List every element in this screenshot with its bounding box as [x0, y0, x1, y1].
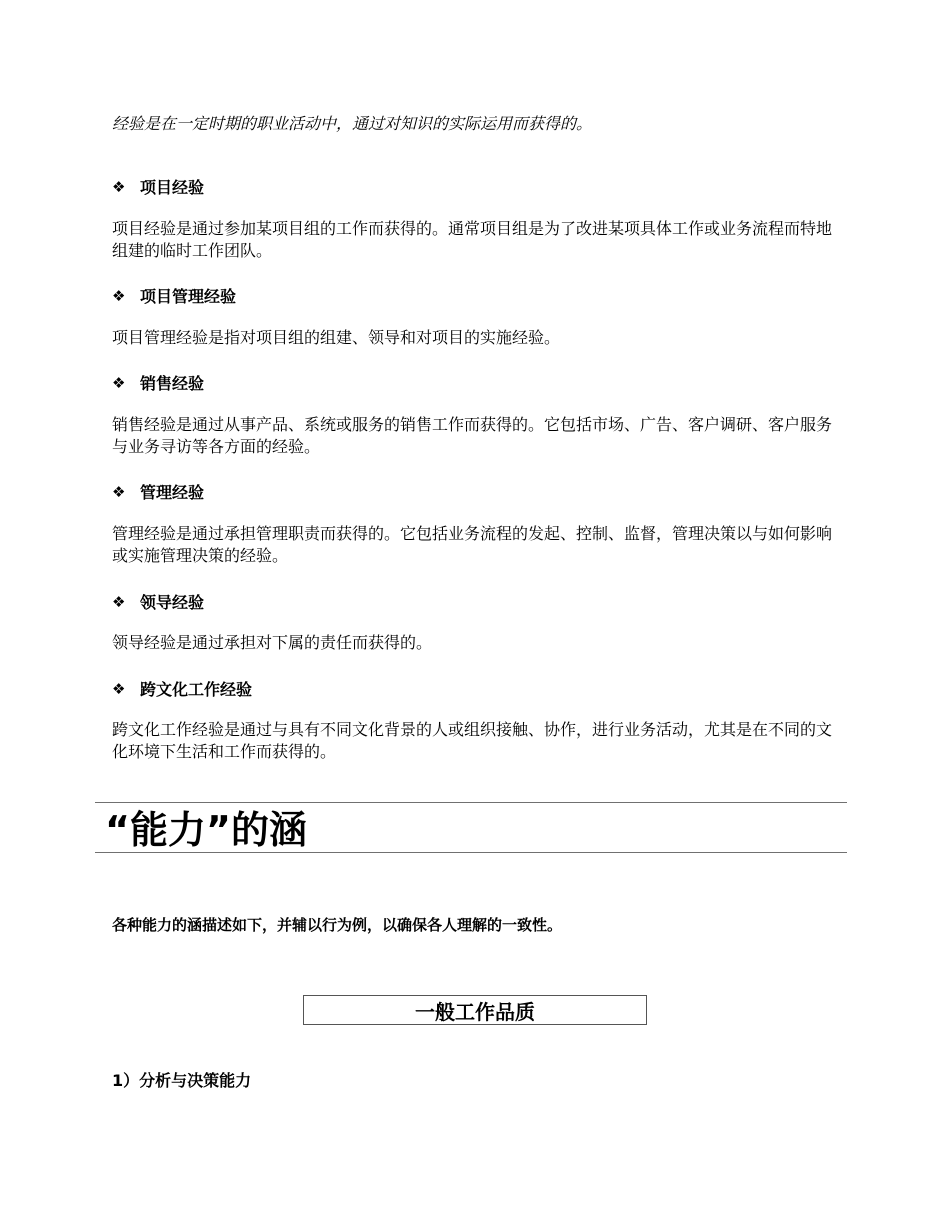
section-body-cross-cultural: 跨文化工作经验是通过与具有不同文化背景的人或组织接触、协作，进行业务活动，尤其是在不同的文化环境下生活和工作而获得的。 [112, 720, 833, 761]
section-heading-label: 跨文化工作经验 [140, 680, 253, 699]
chapter-rule-top [95, 802, 847, 803]
diamond-bullet-icon: ❖ [112, 177, 126, 196]
section-heading-label: 项目经验 [140, 178, 205, 197]
chapter-rule-bottom [95, 852, 847, 853]
section-heading-label: 销售经验 [140, 374, 205, 393]
diamond-bullet-icon: ❖ [112, 592, 126, 611]
section-body-project-management: 项目管理经验是指对项目组的组建、领导和对项目的实施经验。 [112, 328, 561, 347]
section-heading-cross-cultural [112, 677, 252, 700]
section-heading-project-management [112, 284, 236, 307]
section-heading-management [112, 480, 204, 503]
section-heading-label: 领导经验 [140, 593, 205, 612]
section-heading-leadership [112, 590, 204, 613]
boxed-section-title: 一般工作品质 [303, 995, 647, 1025]
item-heading: 1）分析与决策能力 [112, 1071, 252, 1090]
diamond-bullet-icon: ❖ [112, 373, 126, 392]
chapter-title: “能力”的涵 [105, 808, 307, 852]
section-body-management: 管理经验是通过承担管理职责而获得的。它包括业务流程的发起、控制、监督，管理决策以与如何影响或实施管理决策的经验。 [112, 524, 833, 565]
section-heading-label: 项目管理经验 [140, 287, 237, 306]
intro-text: 经验是在一定时期的职业活动中，通过对知识的实际运用而获得的。 [112, 114, 593, 133]
section-body-sales: 销售经验是通过从事产品、系统或服务的销售工作而获得的。它包括市场、广告、客户调研、客户服务与业务寻访等各方面的经验。 [112, 415, 833, 456]
section-body-project: 项目经验是通过参加某项目组的工作而获得的。通常项目组是为了改进某项具体工作或业务流程而特地组建的临时工作团队。 [112, 219, 833, 260]
diamond-bullet-icon: ❖ [112, 679, 126, 698]
diamond-bullet-icon: ❖ [112, 286, 126, 305]
section-body-leadership: 领导经验是通过承担对下属的责任而获得的。 [112, 633, 433, 652]
diamond-bullet-icon: ❖ [112, 482, 126, 501]
section-heading-sales [112, 371, 204, 394]
summary-text: 各种能力的涵描述如下，并辅以行为例，以确保各人理解的一致性。 [112, 916, 563, 934]
section-heading-label: 管理经验 [140, 483, 205, 502]
section-heading-project [112, 175, 204, 198]
